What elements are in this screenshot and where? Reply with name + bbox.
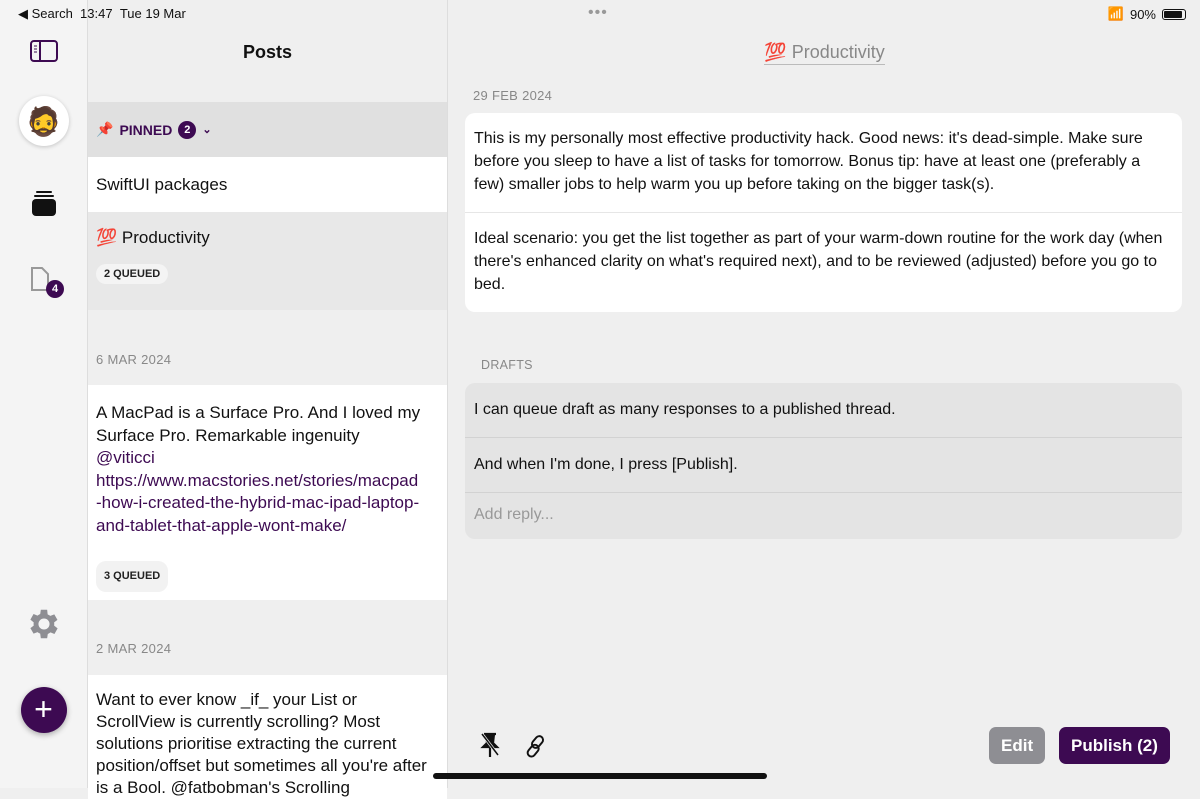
date-header: 6 MAR 2024 xyxy=(96,352,172,367)
battery-percent: 90% xyxy=(1129,6,1156,22)
post-paragraph: This is my personally most effective productivity hack. Good news: it's dead-simple. Make sure before you sleep to have a list of tasks for tomorrow. Bonus tip: have at least one (preferably a few) smaller jobs to help warm you up before taking on the bigger task(s). xyxy=(474,130,1143,193)
sidebar-toggle-icon[interactable] xyxy=(30,40,58,62)
link-icon[interactable] xyxy=(523,733,549,759)
queued-badge: 3 QUEUED xyxy=(96,561,168,592)
status-bar xyxy=(0,0,1200,26)
add-reply-input[interactable]: Add reply... xyxy=(474,506,554,523)
back-to-search[interactable]: ◀ Search xyxy=(18,6,73,21)
mention-link[interactable]: @viticci xyxy=(96,448,155,467)
post-title[interactable]: 💯 Productivity xyxy=(449,42,1200,63)
drafts-label: DRAFTS xyxy=(481,358,533,372)
settings-gear-icon[interactable] xyxy=(25,605,63,643)
posts-stack-icon[interactable] xyxy=(31,190,57,218)
sidebar-rail xyxy=(0,0,88,788)
pinned-section-header[interactable]: 📌 PINNED 2 ⌄ xyxy=(88,102,447,157)
battery-icon xyxy=(1162,9,1186,20)
queued-badge: 2 QUEUED xyxy=(96,264,168,284)
avatar[interactable]: 🧔 xyxy=(19,96,69,146)
posts-title: Posts xyxy=(242,42,293,62)
wifi-icon: 📶 xyxy=(1107,6,1124,21)
date: Tue 19 Mar xyxy=(119,6,186,21)
unpin-icon[interactable] xyxy=(479,731,501,759)
edit-button[interactable]: Edit xyxy=(989,727,1045,764)
hundred-emoji-icon: 💯 xyxy=(96,228,118,247)
draft-item[interactable]: I can queue draft as many responses to a published thread. xyxy=(465,383,1182,438)
clock: 13:47 xyxy=(80,6,113,21)
pin-icon: 📌 xyxy=(96,121,114,137)
post-date: 29 FEB 2024 xyxy=(473,88,553,103)
posts-list xyxy=(88,0,448,797)
post-content-card xyxy=(465,113,1182,312)
drafts-count-badge: 4 xyxy=(46,280,64,298)
drafts-list xyxy=(465,383,1182,539)
list-item[interactable]: A MacPad is a Surface Pro. And I loved my Surface Pro. Remarkable ingenuity @viticci https://www.macstories.net/stories/macpad-how-i-created-the-hybrid-mac-ipad-laptop-and-tablet-that-apple-wont-make/ 3 QUEUED xyxy=(88,385,447,600)
pinned-count-badge: 2 xyxy=(178,121,196,139)
post-detail xyxy=(449,0,1200,788)
list-item-selected[interactable]: 💯 Productivity 2 QUEUED xyxy=(88,212,447,310)
list-item[interactable]: SwiftUI packages xyxy=(88,157,447,212)
chevron-down-icon: ⌄ xyxy=(202,124,212,136)
post-paragraph: Ideal scenario: you get the list together as part of your warm-down routine for the work day (when there's enhanced clarity on what's required next), and to be reviewed (adjusted) before you go to bed. xyxy=(465,212,1182,312)
date-header: 2 MAR 2024 xyxy=(96,641,172,656)
new-post-button[interactable]: + xyxy=(21,687,67,733)
draft-item[interactable]: And when I'm done, I press [Publish]. xyxy=(465,438,1182,493)
list-item[interactable]: Want to ever know _if_ your List or ScrollView is currently scrolling? Most solutions prioritise extracting the current position/offset but sometimes all you're after is a Bool. @fatbobman's Scrolling xyxy=(88,675,447,799)
publish-button[interactable]: Publish (2) xyxy=(1059,727,1170,764)
multitasking-dots[interactable]: ••• xyxy=(588,4,608,21)
home-indicator[interactable] xyxy=(433,773,767,779)
url-link[interactable]: https://www.macstories.net/stories/macpad-how-i-created-the-hybrid-mac-ipad-laptop-and-tablet-that-apple-wont-make/ xyxy=(96,470,420,535)
